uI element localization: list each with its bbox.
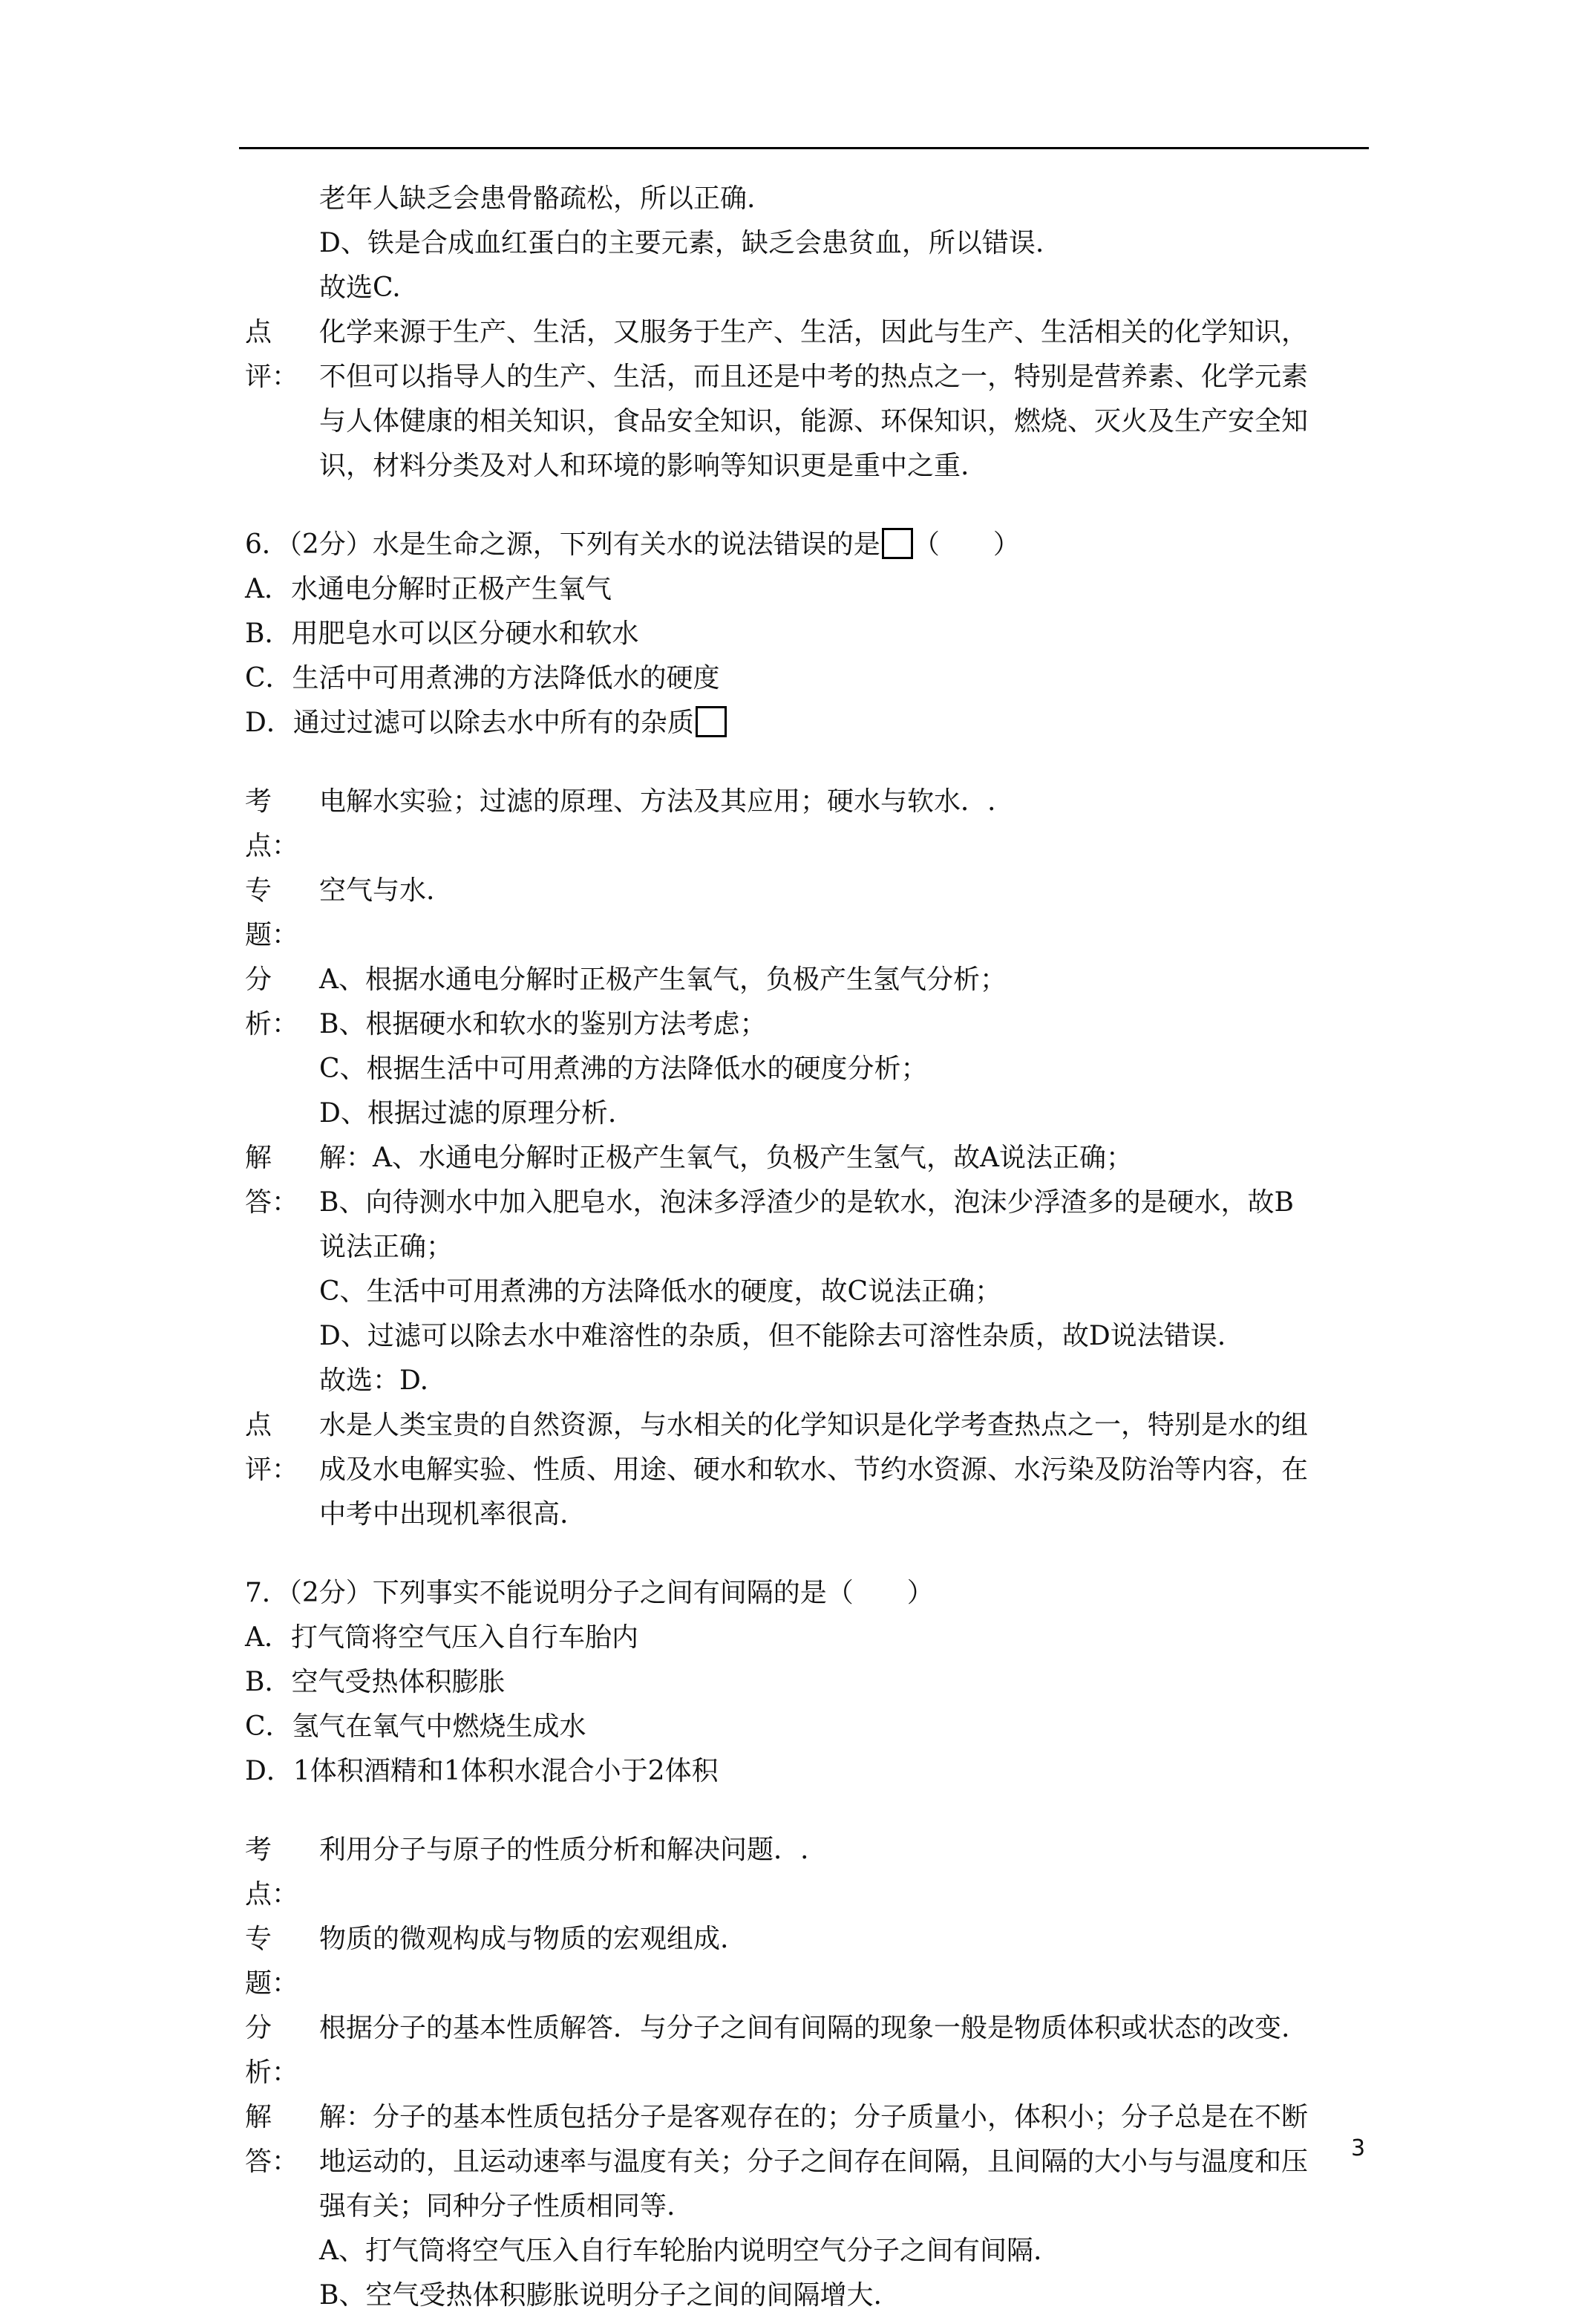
option-b: B．用肥皂水可以区分硬水和软水	[245, 618, 639, 649]
fenxi-block: 分析： 根据分子的基本性质解答．与分子之间有间隔的现象一般是物质体积或状态的改变.	[245, 2013, 1290, 2088]
option-c: C．氢气在氧气中燃烧生成水	[245, 1711, 586, 1742]
option-b: B．空气受热体积膨胀	[245, 1667, 506, 1697]
option-c: C．生活中可用煮沸的方法降低水的硬度	[245, 663, 720, 693]
page-number: 3	[1351, 2135, 1366, 2161]
comment-label: 点评：	[245, 317, 299, 392]
comment-text: 化学来源于生产、生活，又服务于生产、生活，因此与生产、生活相关的化学知识， 不但可以指导人的生产、生活，而且还是中考的热点之一，特别是营养素、化学元素 与人体健康的相关知识，食品安全知识，能源、环保知识，燃烧、灭火及生产安全知 识，材料分类及对人和环境的影响等知识更是重中之重.	[319, 317, 1309, 481]
comment-block	[245, 310, 1381, 489]
option-d: D．1体积酒精和1体积水混合小于2体积	[245, 1756, 719, 1786]
kaodian-block: 考点： 电解水实验；过滤的原理、方法及其应用；硬水与软水．.	[245, 786, 996, 861]
option-a: A．水通电分解时正极产生氧气	[245, 574, 612, 604]
page-content	[245, 177, 1381, 2318]
dianping-block: 点评： 水是人类宝贵的自然资源，与水相关的化学知识是化学考查热点之一，特别是水的组 成及水电解实验、性质、用途、硬水和软水、节约水资源、水污染及防治等内容，在 中考中出现机率很高.	[245, 1410, 1309, 1529]
fenxi-block: 分析： A、根据水通电分解时正极产生氧气，负极产生氢气分析； B、根据硬水和软水的鉴别方法考虑； C、根据生活中可用煮沸的方法降低水的硬度分析； D、根据过滤的原理分析.	[245, 964, 1007, 1129]
question-7-stem: 7．（2分）下列事实不能说明分子之间有间隔的是（ ）	[245, 1578, 934, 1608]
answer-line: 故选C.	[319, 272, 401, 303]
zhuanti-block: 专题： 物质的微观构成与物质的宏观组成.	[245, 1924, 729, 1999]
question-6-stem: 6．（2分）水是生命之源，下列有关水的说法错误的是 （ ）	[245, 529, 1020, 560]
answer-line: 老年人缺乏会患骨骼疏松，所以正确.	[319, 183, 756, 214]
header-rule	[239, 147, 1369, 149]
kaodian-block: 考点： 利用分子与原子的性质分析和解决问题．.	[245, 1835, 809, 1910]
jieda-block: 解答： 解：分子的基本性质包括分子是客观存在的；分子质量小，体积小；分子总是在不断 地运动的，且运动速率与温度有关；分子之间存在间隔，且间隔的大小与与温度和压 强有关；同种分子性质相同等. A、打气筒将空气压入自行车轮胎内说明空气分子之间有间隔. B、空气受热体积膨胀说明分子之间的间隔增大.	[245, 2102, 1309, 2311]
answer-box	[696, 706, 727, 737]
jieda-block: 解答： 解：A、水通电分解时正极产生氧气，负极产生氢气，故A说法正确； B、向待测水中加入肥皂水，泡沫多浮渣少的是软水，泡沫少浮渣多的是硬水，故B 说法正确； C、生活中可用煮沸的方法降低水的硬度，故C说法正确； D、过滤可以除去水中难溶性的杂质，但不能除去可溶性杂质，故D说法错误. 故选：D.	[245, 1143, 1294, 1396]
option-a: A．打气筒将空气压入自行车胎内	[245, 1622, 638, 1653]
zhuanti-block: 专题： 空气与水.	[245, 875, 435, 950]
answer-box	[882, 528, 913, 559]
answer-line: D、铁是合成血红蛋白的主要元素，缺乏会患贫血，所以错误.	[319, 228, 1044, 258]
option-d: D．通过过滤可以除去水中所有的杂质	[245, 701, 1381, 745]
